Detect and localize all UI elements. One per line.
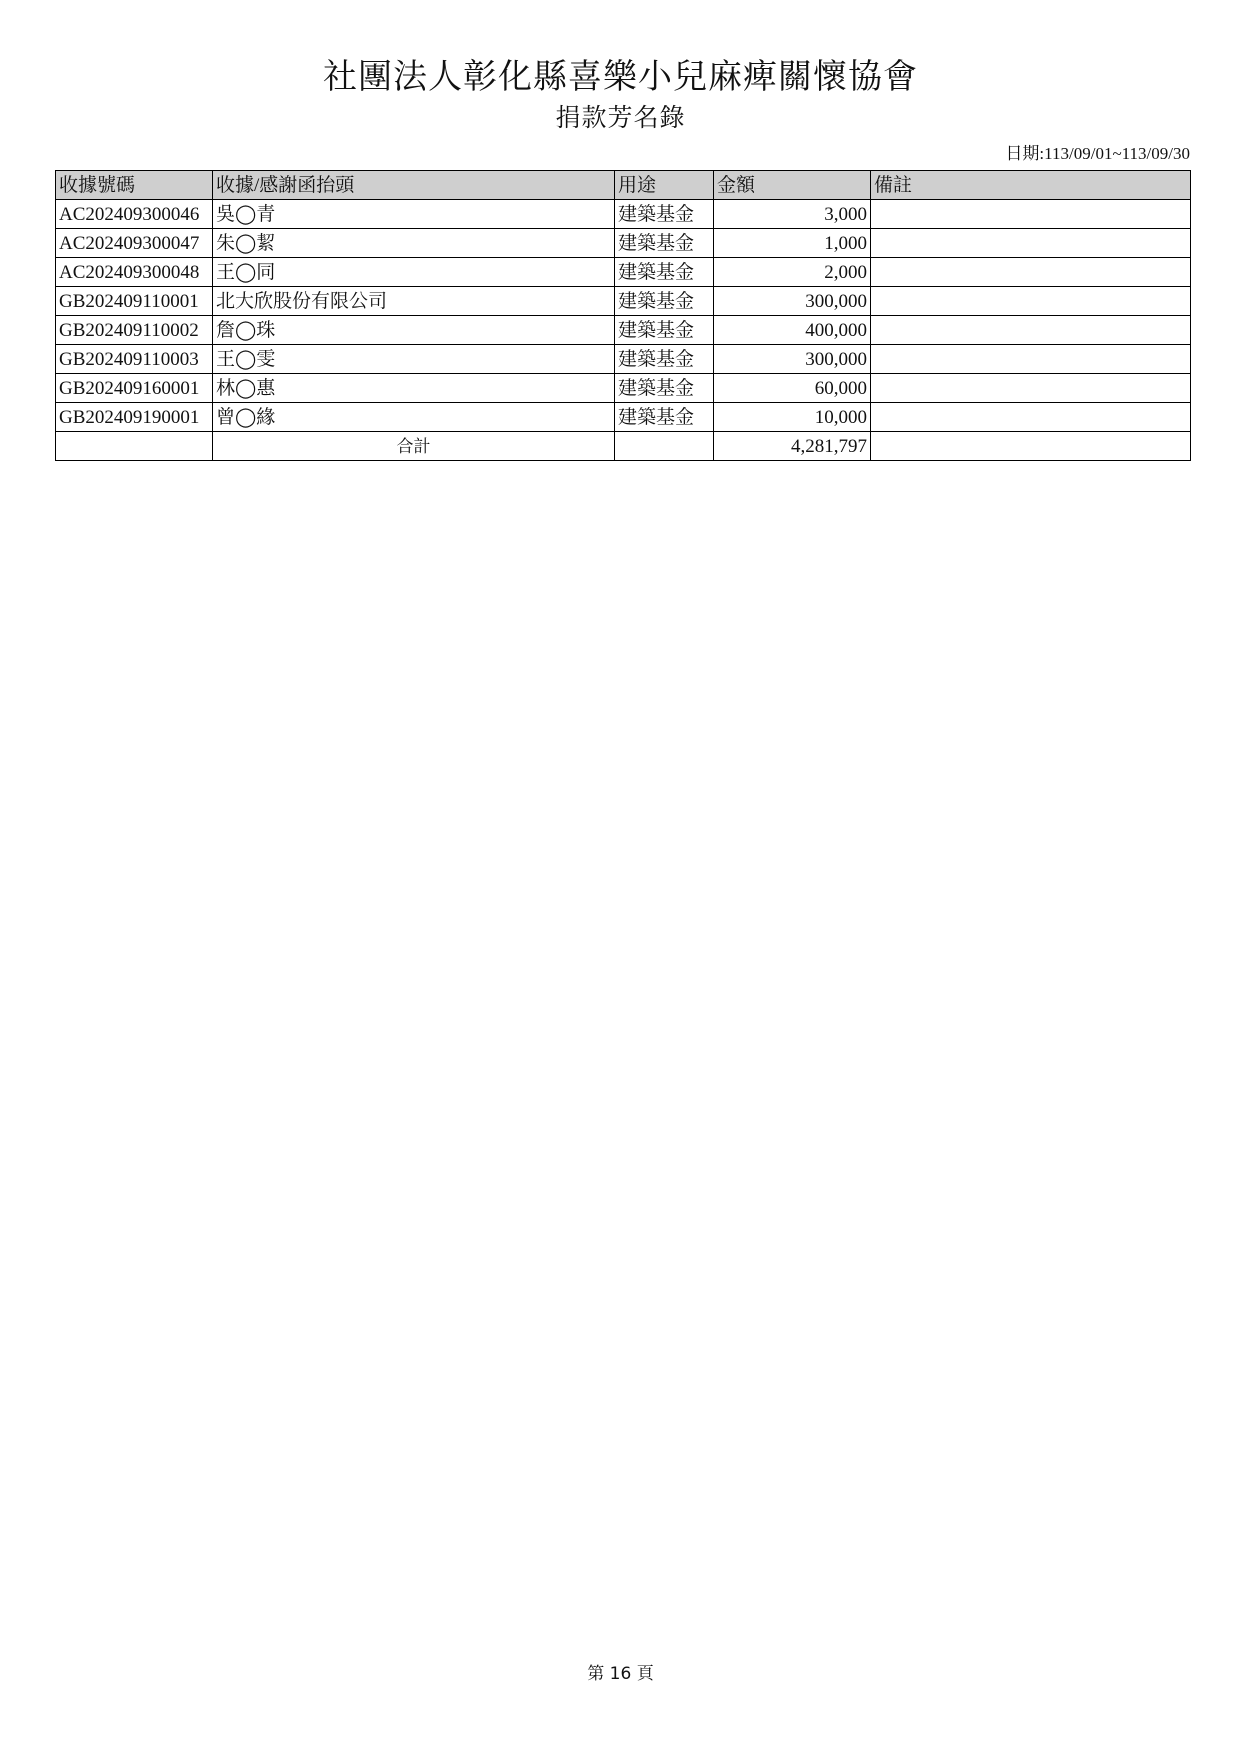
receipt-no-cell: GB202409110002 — [56, 316, 213, 345]
document-subtitle: 捐款芳名錄 — [555, 103, 686, 132]
total-label: 合計 — [213, 432, 615, 461]
note-cell — [871, 229, 1191, 258]
receipt-no-cell: GB202409160001 — [56, 374, 213, 403]
table-body — [56, 200, 1191, 461]
table-row — [56, 345, 1191, 374]
table-row — [56, 229, 1191, 258]
receipt-no-cell: AC202409300047 — [56, 229, 213, 258]
purpose-cell: 建築基金 — [615, 374, 714, 403]
amount-cell: 1,000 — [714, 229, 871, 258]
note-cell — [871, 200, 1191, 229]
amount-cell: 400,000 — [714, 316, 871, 345]
note-cell — [871, 345, 1191, 374]
purpose-cell: 建築基金 — [615, 200, 714, 229]
total-empty-cell — [615, 432, 714, 461]
receipt-no-cell: AC202409300046 — [56, 200, 213, 229]
purpose-cell: 建築基金 — [615, 229, 714, 258]
purpose-cell: 建築基金 — [615, 403, 714, 432]
amount-cell: 3,000 — [714, 200, 871, 229]
donation-table — [55, 170, 1191, 461]
table-row — [56, 316, 1191, 345]
payee-cell: 吳◯青 — [213, 200, 615, 229]
amount-cell: 300,000 — [714, 345, 871, 374]
column-header-purpose: 用途 — [615, 171, 714, 200]
page-number: 第 16 頁 — [587, 1664, 654, 1684]
table-row — [56, 200, 1191, 229]
table-row — [56, 403, 1191, 432]
total-amount: 4,281,797 — [714, 432, 871, 461]
payee-cell: 詹◯珠 — [213, 316, 615, 345]
note-cell — [871, 374, 1191, 403]
table-header-row — [56, 171, 1191, 200]
payee-cell: 北大欣股份有限公司 — [213, 287, 615, 316]
purpose-cell: 建築基金 — [615, 316, 714, 345]
payee-cell: 王◯同 — [213, 258, 615, 287]
purpose-cell: 建築基金 — [615, 287, 714, 316]
table-row — [56, 287, 1191, 316]
amount-cell: 10,000 — [714, 403, 871, 432]
note-cell — [871, 403, 1191, 432]
date-range: 日期:113/09/01~113/09/30 — [1005, 144, 1190, 163]
total-empty-cell — [56, 432, 213, 461]
payee-cell: 曾◯緣 — [213, 403, 615, 432]
note-cell — [871, 287, 1191, 316]
receipt-no-cell: GB202409110001 — [56, 287, 213, 316]
payee-cell: 王◯雯 — [213, 345, 615, 374]
note-cell — [871, 258, 1191, 287]
column-header-amount: 金額 — [714, 171, 871, 200]
total-row — [56, 432, 1191, 461]
payee-cell: 朱◯絜 — [213, 229, 615, 258]
amount-cell: 300,000 — [714, 287, 871, 316]
document-title: 社團法人彰化縣喜樂小兒麻痺關懷協會 — [323, 57, 918, 97]
table-row — [56, 258, 1191, 287]
note-cell — [871, 316, 1191, 345]
table-row — [56, 374, 1191, 403]
receipt-no-cell: GB202409110003 — [56, 345, 213, 374]
column-header-note: 備註 — [871, 171, 1191, 200]
total-empty-cell — [871, 432, 1191, 461]
purpose-cell: 建築基金 — [615, 345, 714, 374]
amount-cell: 60,000 — [714, 374, 871, 403]
column-header-payee: 收據/感謝函抬頭 — [213, 171, 615, 200]
payee-cell: 林◯惠 — [213, 374, 615, 403]
column-header-receipt-no: 收據號碼 — [56, 171, 213, 200]
purpose-cell: 建築基金 — [615, 258, 714, 287]
receipt-no-cell: AC202409300048 — [56, 258, 213, 287]
amount-cell: 2,000 — [714, 258, 871, 287]
receipt-no-cell: GB202409190001 — [56, 403, 213, 432]
